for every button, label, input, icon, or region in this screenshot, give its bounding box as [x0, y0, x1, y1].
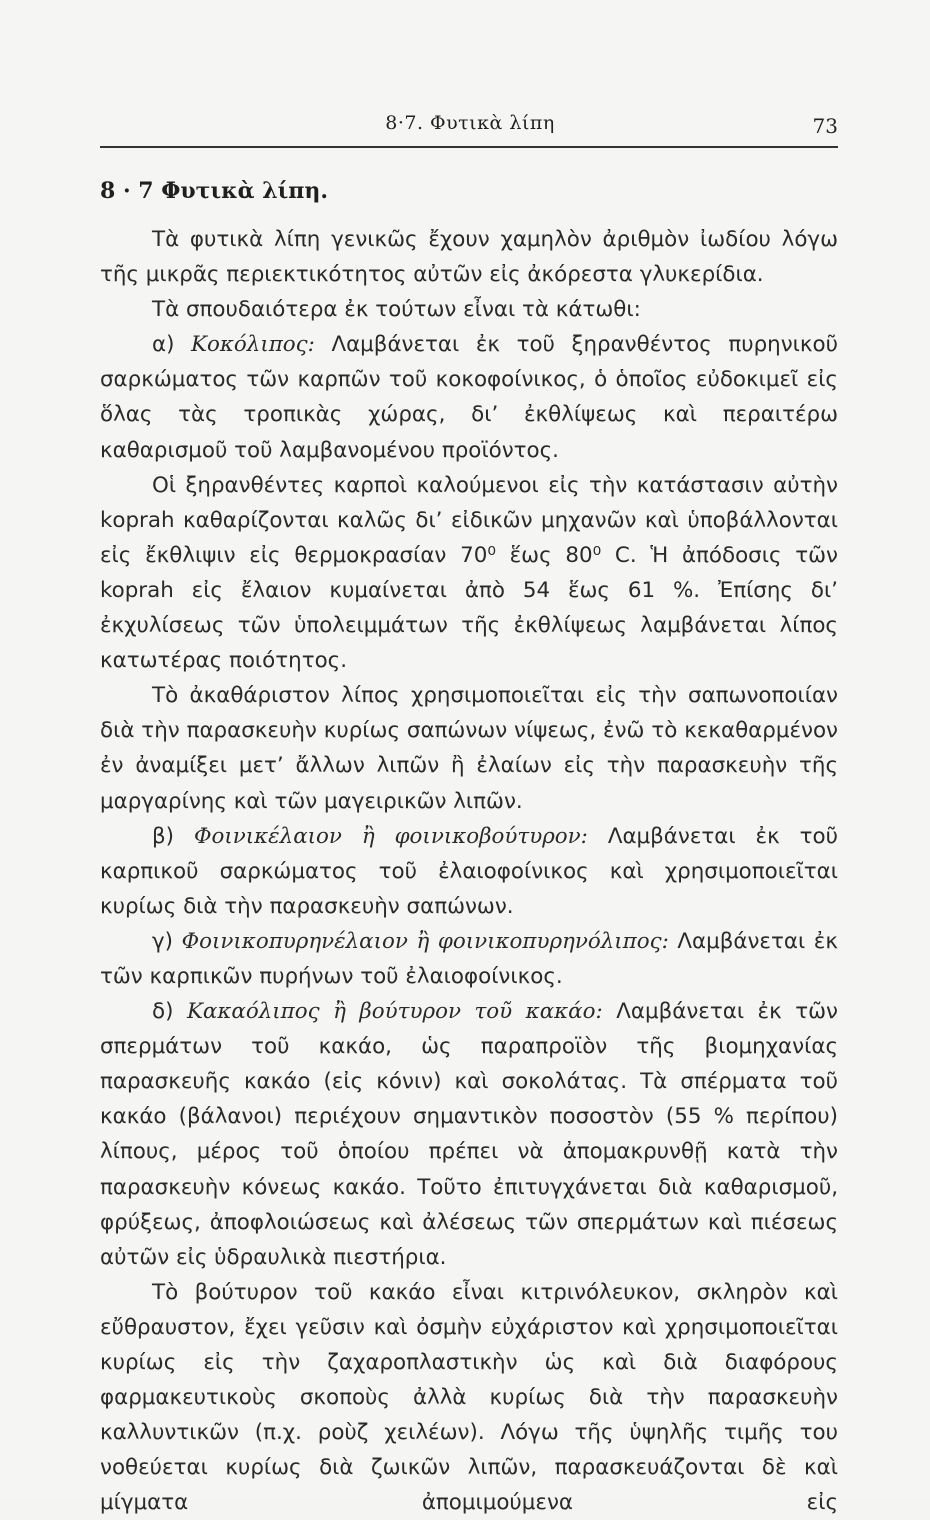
list-item-a-text: Λαμβάνεται ἐκ τοῦ ξηρανθέντος πυρηνικοῦ σαρκώματος τῶν καρπῶν τοῦ κοκοφοίνικος, ὁ ὁποῖος εὐδοκιμεῖ εἰς ὅλας τὰς τροπικὰς χώρας, δι’ ἐκθλίψεως καὶ περαιτέρω καθαρισμοῦ τοῦ λαμβανομένου προϊόντος.	[100, 332, 838, 463]
list-item-b-term: Φοινικέλαιον ἢ φοινικοβούτυρον:	[193, 823, 588, 849]
list-item-a-term: Κοκόλιπος:	[191, 332, 315, 358]
list-item-d-label: δ)	[152, 999, 174, 1025]
header-rule	[100, 146, 838, 148]
running-title: 8·7. Φυτικὰ λίπη	[385, 112, 555, 134]
list-item-b	[100, 819, 838, 924]
paragraph-list-intro: Τὰ σπουδαιότερα ἐκ τούτων εἶναι τὰ κάτωθι:	[152, 297, 641, 323]
page-number: 73	[812, 114, 838, 138]
list-item-c	[100, 924, 838, 994]
body-text	[100, 222, 838, 1520]
running-head	[100, 112, 840, 140]
paragraph-kopra: Οἱ ξηρανθέντες καρποὶ καλούμενοι εἰς τὴν κατάστασιν αὐτὴν kоprah καθαρίζονται καλῶς δι’ εἰδικῶν μηχανῶν καὶ ὑποβάλλονται εἰς ἔκθλιψιν εἰς θερμοκρασίαν 70⁰ ἕως 80⁰ C. Ἡ ἀπόδοσις τῶν koprah εἰς ἔλαιον κυμαίνεται ἀπὸ 54 ἕως 61 %. Ἐπίσης δι’ ἐκχυλίσεως τῶν ὑπολειμμάτων τῆς ἐκθλίψεως λαμβάνεται λίπος κατωτέρας ποιότητος.	[100, 472, 838, 674]
paragraph-intro: Τὰ φυτικὰ λίπη γενικῶς ἔχουν χαμηλὸν ἀριθμὸν ἰωδίου λόγω τῆς μικρᾶς περιεκτικότητος αὐτῶν εἰς ἀκόρεστα γλυκερίδια.	[100, 227, 838, 288]
list-item-c-text: Λαμβάνεται ἐκ τῶν καρπικῶν πυρήνων τοῦ ἐλαιοφοίνικος.	[100, 928, 838, 989]
list-item-c-term: Φοινικοπυρηνέλαιον ἢ φοινικοπυρηνόλιπος:	[181, 928, 669, 954]
list-item-d	[100, 994, 838, 1275]
list-item-d-term: Κακαόλιπος ἢ βούτυρον τοῦ κακάο:	[186, 999, 603, 1025]
list-item-a	[100, 327, 838, 467]
section-title: 8 · 7 Φυτικὰ λίπη.	[100, 178, 329, 204]
list-item-b-text: Λαμβάνεται ἐκ τοῦ καρπικοῦ σαρκώματος τοῦ ἐλαιοφοίνικος καὶ χρησιμοποιεῖται κυρίως διὰ τὴν παρασκευὴν σαπώνων.	[100, 823, 838, 919]
paragraph-uses: Τὸ ἀκαθάριστον λίπος χρησιμοποιεῖται εἰς τὴν σαπωνοποιίαν διὰ τὴν παρασκευὴν κυρίως σαπώνων νίψεως, ἐνῶ τὸ κεκαθαρμένον ἐν ἀναμίξει μετ’ ἄλλων λιπῶν ἢ ἐλαίων εἰς τὴν παρασκευὴν τῆς μαργαρίνης καὶ τῶν μαγειρικῶν λιπῶν.	[100, 683, 838, 814]
list-item-b-label: β)	[152, 823, 174, 849]
paragraph-cocoa-butter: Τὸ βούτυρον τοῦ κακάο εἶναι κιτρινόλευκον, σκληρὸν καὶ εὔθραυστον, ἔχει γεῦσιν καὶ ὀσμὴν εὐχάριστον καὶ χρησιμοποιεῖται κυρίως εἰς τὴν ζαχαροπλαστικὴν ὡς καὶ διὰ διαφόρους φαρμακευτικοὺς σκοποὺς ἀλλὰ κυρίως διὰ τὴν παρασκευὴν καλλυντικῶν (π.χ. ροὺζ χειλέων). Λόγω τῆς ὑψηλῆς τιμῆς του νοθεύεται κυρίως διὰ ζωικῶν λιπῶν, παρασκευάζονται δὲ καὶ μίγματα ἀπομιμούμενα εἰς	[100, 1279, 838, 1516]
list-item-d-text: Λαμβάνεται ἐκ τῶν σπερμάτων τοῦ κακάο, ὡς παραπροϊὸν τῆς βιομηχανίας παρασκευῆς κακάο (εἰς κόνιν) καὶ σοκολάτας. Τὰ σπέρματα τοῦ κακάο (βάλανοι) περιέχουν σημαντικὸν ποσοστὸν (55 % περίπου) λίπους, μέρος τοῦ ὁποίου πρέπει νὰ ἀπομακρυνθῇ κατὰ τὴν παρασκευὴν κόνεως κακάο. Τοῦτο ἐπιτυγχάνεται διὰ καθαρισμοῦ, φρύξεως, ἀποφλοιώσεως καὶ ἀλέσεως τῶν σπερμάτων καὶ πιέσεως αὐτῶν εἰς ὑδραυλικὰ πιεστήρια.	[100, 999, 838, 1270]
list-item-a-label: α)	[152, 332, 175, 358]
list-item-c-label: γ)	[152, 928, 174, 954]
